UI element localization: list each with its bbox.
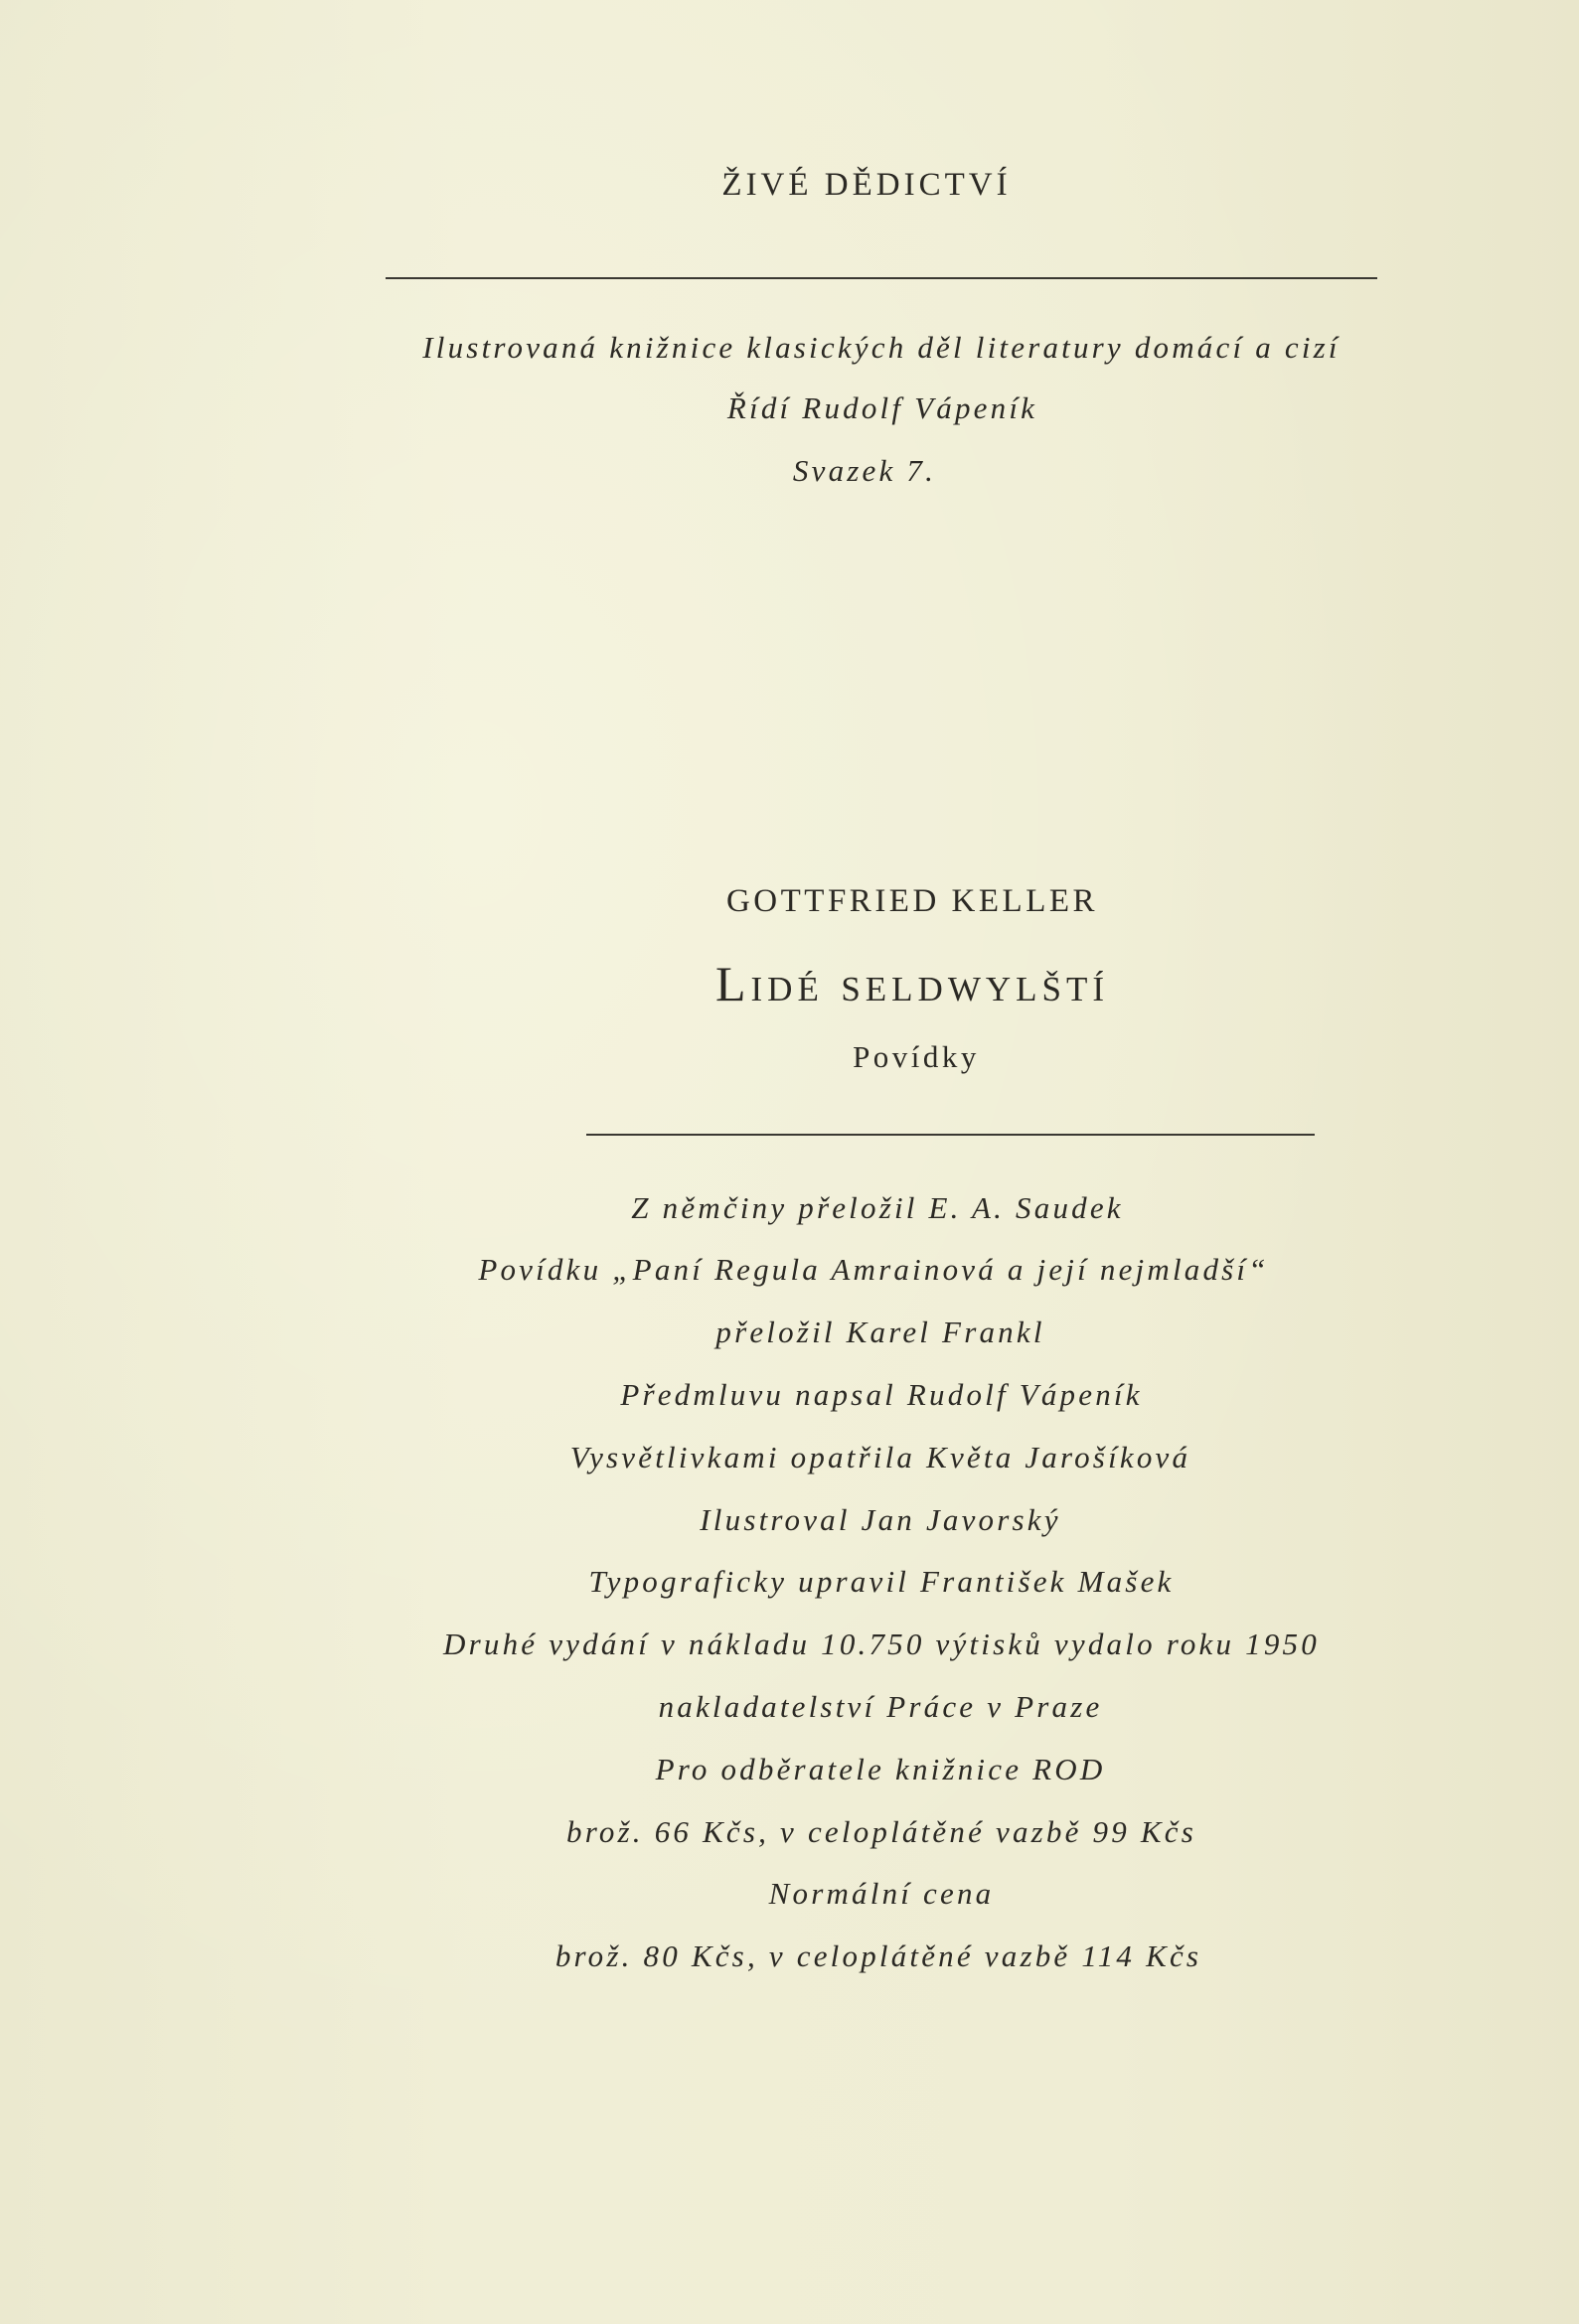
credit-notes: Vysvětlivkami opatřila Květa Jarošíková <box>569 1440 1191 1474</box>
series-editor: Řídí Rudolf Vápeník <box>726 390 1038 425</box>
series-description: Ilustrovaná knižnice klasických děl literatury domácí a cizí <box>422 330 1341 365</box>
book-subtitle: Povídky <box>853 1039 980 1074</box>
normal-price: brož. 80 Kčs, v celoplátěné vazbě 114 Kčs <box>554 1938 1202 1973</box>
credit-translator: Z němčiny přeložil E. A. Saudek <box>631 1190 1124 1225</box>
credit-illustrator: Ilustroval Jan Javorský <box>700 1502 1061 1537</box>
credit-preface: Předmluvu napsal Rudolf Vápeník <box>620 1377 1143 1412</box>
credit-typography: Typograficky upravil František Mašek <box>588 1564 1175 1599</box>
subscriber-note: Pro odběratele knižnice ROD <box>655 1752 1106 1786</box>
series-volume: Svazek 7. <box>792 453 937 488</box>
top-divider <box>386 277 1377 279</box>
subscriber-price: brož. 66 Kčs, v celoplátěné vazbě 99 Kčs <box>566 1814 1196 1849</box>
book-author: GOTTFRIED KELLER <box>725 883 1099 919</box>
edition-info: Druhé vydání v nákladu 10.750 výtisků vydalo roku 1950 <box>443 1627 1320 1661</box>
normal-price-label: Normální cena <box>768 1876 995 1911</box>
middle-divider <box>586 1134 1315 1136</box>
credit-story-translator: přeložil Karel Frankl <box>715 1315 1045 1349</box>
book-title: Lidé seldwylští <box>714 956 1110 1011</box>
credit-story-note: Povídku „Paní Regula Amrainová a její nejmladší“ <box>478 1252 1269 1287</box>
series-title: ŽIVÉ DĚDICTVÍ <box>721 167 1012 203</box>
publisher: nakladatelství Práce v Praze <box>658 1689 1103 1724</box>
